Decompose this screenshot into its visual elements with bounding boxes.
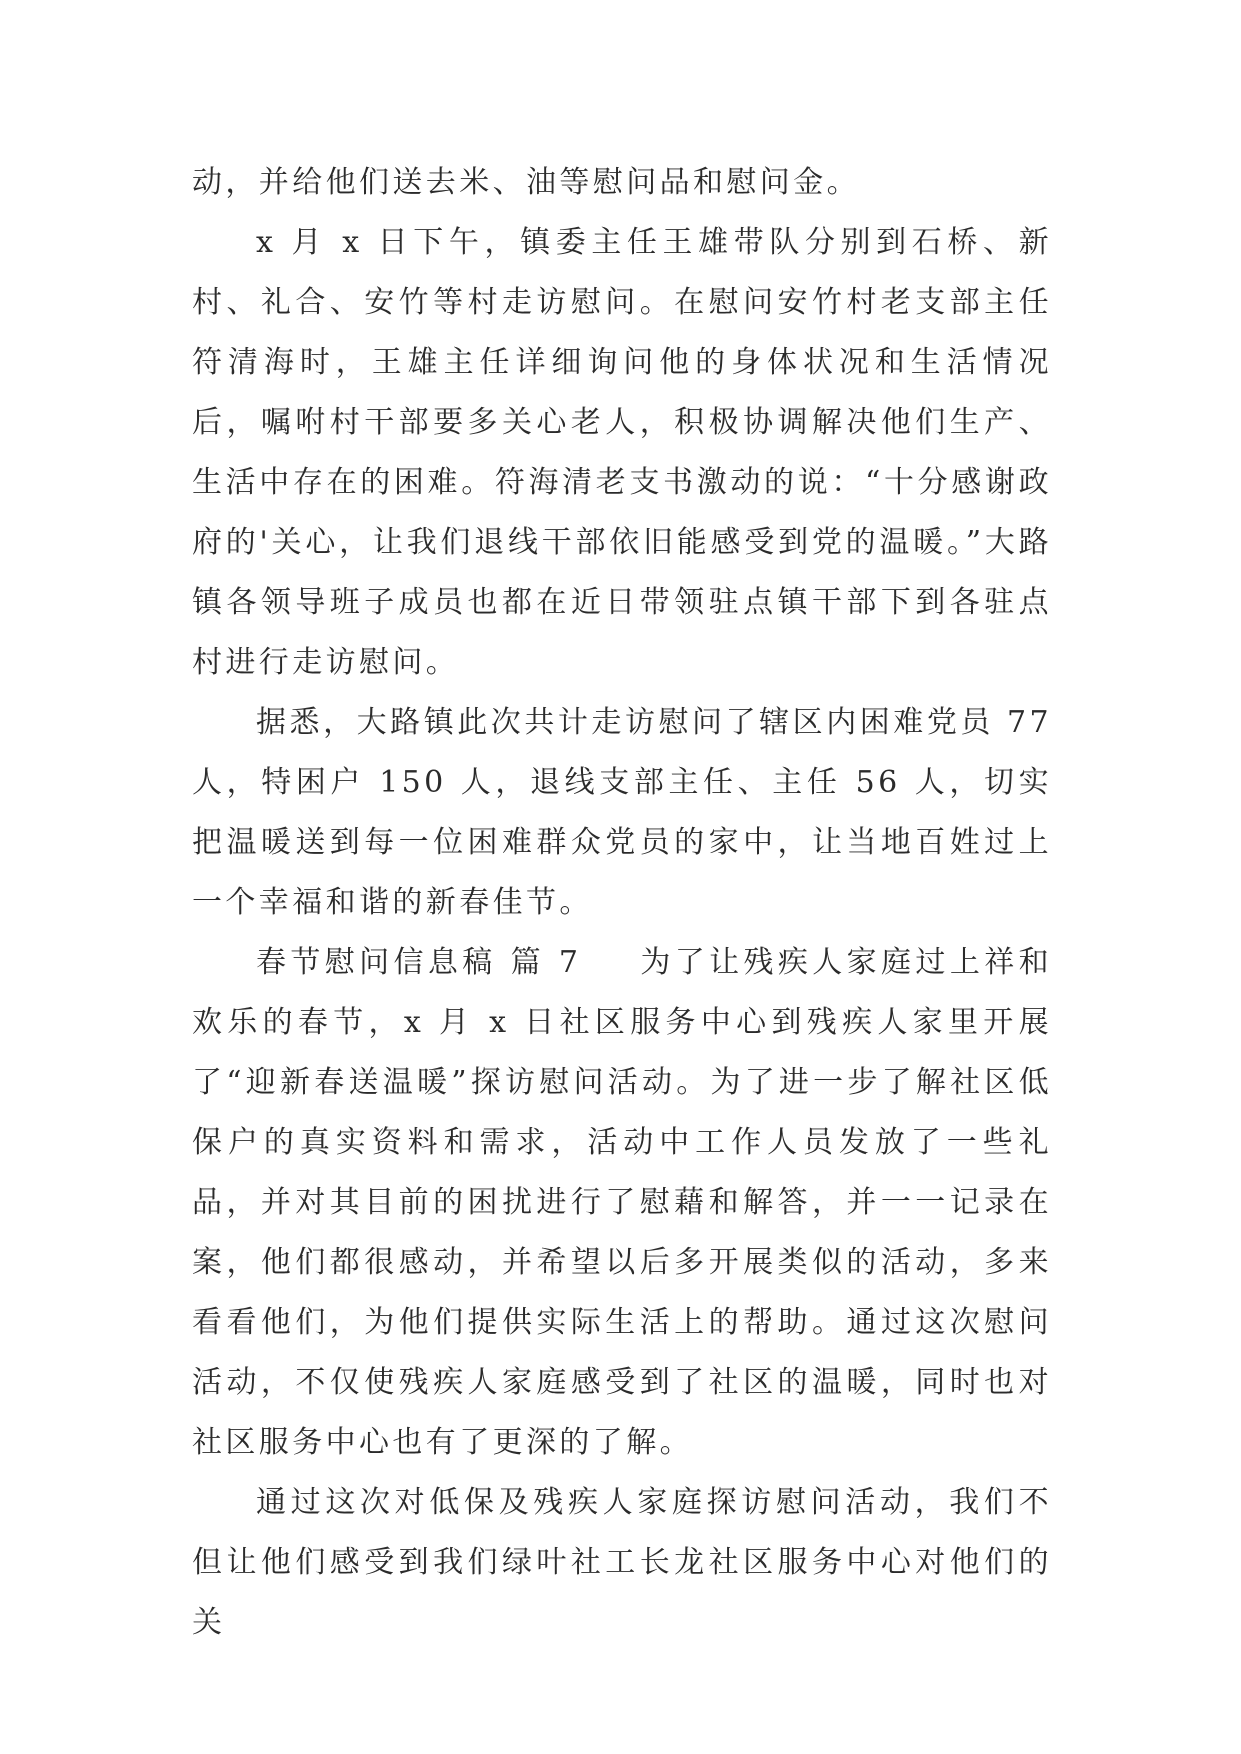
document-body — [192, 153, 1052, 1653]
paragraph-continuation: 动，并给他们送去米、油等慰问品和慰问金。 — [192, 165, 860, 200]
paragraph-visit: x 月 x 日下午，镇委主任王雄带队分别到石桥、新村、礼合、安竹等村走访慰问。在慰问安竹村老支部主任符清海时，王雄主任详细询问他的身体状况和生活情况后，嘱咐村干部要多关心老人，积极协调解决他们生产、生活中存在的困难。符海清老支书激动的说：“十分感谢政府的'关心，让我们退线干部依旧能感受到党的温暖。”大路镇各领导班子成员也都在近日带领驻点镇干部下到各驻点村进行走访慰问。 — [192, 225, 1052, 680]
article-body: 为了让残疾人家庭过上祥和欢乐的春节，x 月 x 日社区服务中心到残疾人家里开展了“迎新春送温暖”探访慰问活动。为了进一步了解社区低保户的真实资料和需求，活动中工作人员发放了一些礼品，并对其目前的困扰进行了慰藉和解答，并一一记录在案，他们都很感动，并希望以后多开展类似的活动，多来看看他们，为他们提供实际生活上的帮助。通过这次慰问活动，不仅使残疾人家庭感受到了社区的温暖，同时也对社区服务中心也有了更深的了解。 — [192, 945, 1052, 1460]
article-heading: 春节慰问信息稿 篇 7 — [256, 945, 582, 980]
paragraph-statistics: 据悉，大路镇此次共计走访慰问了辖区内困难党员 77 人，特困户 150 人，退线支部主任、主任 56 人，切实把温暖送到每一位困难群众党员的家中，让当地百姓过上一个幸福和谐的新春佳节。 — [192, 705, 1052, 920]
paragraph-article-7 — [192, 933, 1052, 1473]
paragraph-conclusion: 通过这次对低保及残疾人家庭探访慰问活动，我们不但让他们感受到我们绿叶社工长龙社区服务中心对他们的关 — [192, 1485, 1052, 1640]
